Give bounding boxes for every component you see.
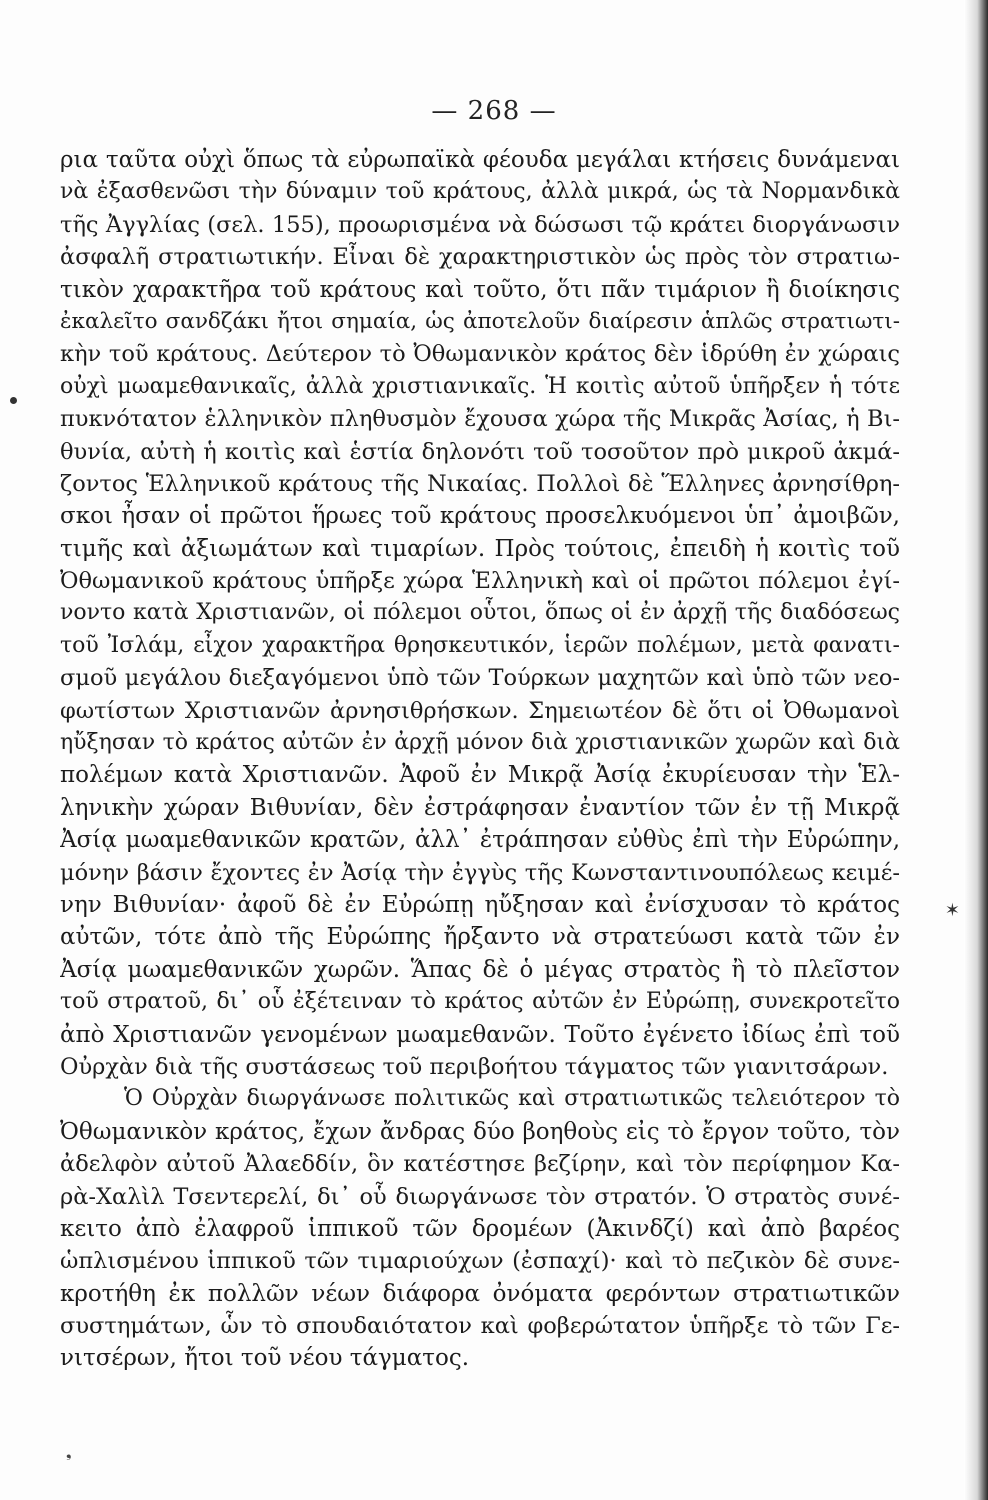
- text-line: οὐχὶ μωαμεθανικαῖς, ἀλλὰ χριστιανικαῖς. Ἡ κοιτὶς αὐτοῦ ὑπῆρξεν ἡ τότε: [60, 373, 900, 399]
- text-line: φωτίστων Χριστιανῶν ἀρνησιθρήσκων. Σημειωτέον δὲ ὅτι οἱ Ὀθωμανοὶ: [60, 697, 900, 724]
- text-line: ζοντος Ἑλληνικοῦ κράτους τῆς Νικαίας. Πολλοὶ δὲ Ἕλληνες ἀρνησίθρη-: [60, 470, 900, 497]
- text-line: ηὔξησαν τὸ κράτος αὐτῶν ἐν ἀρχῇ μόνον διὰ χριστιανικῶν χωρῶν καὶ διὰ: [60, 730, 900, 756]
- bottom-ink-mark: ❟: [66, 1445, 72, 1461]
- text-line: τοῦ στρατοῦ, δι᾽ οὗ ἐξέτειναν τὸ κράτος αὐτῶν ἐν Εὐρώπῃ, συνεκροτεῖτο: [60, 989, 900, 1015]
- text-line: συστημάτων, ὧν τὸ σπουδαιότατον καὶ φοβερώτατον ὑπῆρξε τὸ τῶν Γε-: [60, 1313, 900, 1340]
- paragraph-end-line: Οὐρχὰν διὰ τῆς συστάσεως τοῦ περιβοήτου τάγματος τῶν γιανιτσάρων.: [60, 1053, 889, 1080]
- page-edge-shadow: [964, 0, 988, 1500]
- text-line: ἀδελφὸν αὐτοῦ Ἀλαεδδίν, ὃν κατέστησε βεζίρην, καὶ τὸν περίφημον Κα-: [60, 1151, 900, 1178]
- text-line: πολέμων κατὰ Χριστιανῶν. Ἀφοῦ ἐν Μικρᾷ Ἀσίᾳ ἐκυρίευσαν τὴν Ἑλ-: [60, 762, 900, 789]
- text-line: πυκνότατον ἑλληνικὸν πληθυσμὸν ἔχουσα χώρα τῆς Μικρᾶς Ἀσίας, ἡ Βι-: [60, 406, 900, 433]
- text-line: Ὀθωμανικοῦ κράτους ὑπῆρξε χώρα Ἑλληνικὴ καὶ οἱ πρῶτοι πόλεμοι ἐγί-: [60, 568, 900, 595]
- paragraph-start-line: Ὁ Οὐρχὰν διωργάνωσε πολιτικῶς καὶ στρατιωτικῶς τελειότερον τὸ: [124, 1086, 900, 1112]
- margin-dot-mark: [10, 397, 17, 404]
- text-line: κειτο ἀπὸ ἐλαφροῦ ἱππικοῦ τῶν δρομέων (Ἀκινδζί) καὶ ἀπὸ βαρέος: [60, 1215, 900, 1242]
- text-line: νοντο κατὰ Χριστιανῶν, οἱ πόλεμοι οὗτοι, ὅπως οἱ ἐν ἀρχῇ τῆς διαδόσεως: [60, 600, 900, 626]
- text-line: νην Βιθυνίαν· ἀφοῦ δὲ ἐν Εὐρώπῃ ηὔξησαν καὶ ἐνίσχυσαν τὸ κράτος: [60, 891, 900, 918]
- text-line: ρια ταῦτα οὐχὶ ὅπως τὰ εὐρωπαϊκὰ φέουδα μεγάλαι κτήσεις δυνάμεναι: [60, 147, 900, 173]
- text-line: νὰ ἐξασθενῶσι τὴν δύναμιν τοῦ κράτους, ἀλλὰ μικρά, ὡς τὰ Νορμανδικὰ: [60, 179, 900, 205]
- text-line: ἀπὸ Χριστιανῶν γενομένων μωαμεθανῶν. Τοῦτο ἐγένετο ἰδίως ἐπὶ τοῦ: [60, 1021, 900, 1048]
- text-line: ληνικὴν χώραν Βιθυνίαν, δὲν ἐστράφησαν ἐναντίον τῶν ἐν τῇ Μικρᾷ: [60, 794, 900, 821]
- text-line: Ἀσίᾳ μωαμεθανικῶν χωρῶν. Ἅπας δὲ ὁ μέγας στρατὸς ἢ τὸ πλεῖστον: [60, 956, 900, 983]
- text-line: τιμῆς καὶ ἀξιωμάτων καὶ τιμαρίων. Πρὸς τούτοις, ἐπειδὴ ἡ κοιτὶς τοῦ: [60, 535, 900, 562]
- text-line: τοῦ Ἰσλάμ, εἶχον χαρακτῆρα θρησκευτικόν, ἱερῶν πολέμων, μετὰ φανατι-: [60, 632, 900, 658]
- body-text: [60, 144, 900, 1375]
- margin-asterisk-mark: ✶: [944, 900, 960, 921]
- text-line: ρὰ-Χαλὶλ Τσεντερελί, δι᾽ οὗ διωργάνωσε τὸν στρατόν. Ὁ στρατὸς συνέ-: [60, 1183, 900, 1210]
- text-line: ἐκαλεῖτο σανδζάκι ἤτοι σημαία, ὡς ἀποτελοῦν διαίρεσιν ἁπλῶς στρατιωτι-: [60, 308, 900, 334]
- paragraph-end-line: νιτσέρων, ἤτοι τοῦ νέου τάγματος.: [60, 1345, 470, 1372]
- text-line: αὐτῶν, τότε ἀπὸ τῆς Εὐρώπης ἤρξαντο νὰ στρατεύωσι κατὰ τῶν ἐν: [60, 924, 900, 951]
- text-line: μόνην βάσιν ἔχοντες ἐν Ἀσίᾳ τὴν ἐγγὺς τῆς Κωνσταντινουπόλεως κειμέ-: [60, 859, 900, 886]
- text-line: Ὀθωμανικὸν κράτος, ἔχων ἄνδρας δύο βοηθοὺς εἰς τὸ ἔργον τοῦτο, τὸν: [60, 1118, 900, 1145]
- text-line: τικὸν χαρακτῆρα τοῦ κράτους καὶ τοῦτο, ὅτι πᾶν τιμάριον ἢ διοίκησις: [60, 276, 900, 303]
- text-line: Ἀσίᾳ μωαμεθανικῶν κρατῶν, ἀλλ᾽ ἐτράπησαν εὐθὺς ἐπὶ τὴν Εὐρώπην,: [60, 827, 900, 854]
- text-line: ὡπλισμένου ἱππικοῦ τῶν τιμαριούχων (ἐσπαχί)· καὶ τὸ πεζικὸν δὲ συνε-: [60, 1248, 900, 1275]
- text-line: κὴν τοῦ κράτους. Δεύτερον τὸ Ὀθωμανικὸν κράτος δὲν ἱδρύθη ἐν χώραις: [60, 341, 900, 368]
- text-line: σμοῦ μεγάλου διεξαγόμενοι ὑπὸ τῶν Τούρκων μαχητῶν καὶ ὑπὸ τῶν νεο-: [60, 665, 900, 692]
- text-line: ἀσφαλῆ στρατιωτικήν. Εἶναι δὲ χαρακτηριστικὸν ὡς πρὸς τὸν στρατιω-: [60, 244, 900, 271]
- text-line: κροτήθη ἐκ πολλῶν νέων διάφορα ὀνόματα φερόντων στρατιωτικῶν: [60, 1280, 900, 1307]
- text-line: τῆς Ἀγγλίας (σελ. 155), προωρισμένα νὰ δώσωσι τῷ κράτει διοργάνωσιν: [60, 211, 900, 238]
- text-line: θυνία, αὐτὴ ἡ κοιτὶς καὶ ἑστία δηλονότι τοῦ τοσοῦτον πρὸ μικροῦ ἀκμά-: [60, 438, 900, 465]
- text-line: σκοι ἦσαν οἱ πρῶτοι ἥρωες τοῦ κράτους προσελκυόμενοι ὑπ᾽ ἀμοιβῶν,: [60, 503, 900, 530]
- page-number: — 268 —: [431, 96, 557, 126]
